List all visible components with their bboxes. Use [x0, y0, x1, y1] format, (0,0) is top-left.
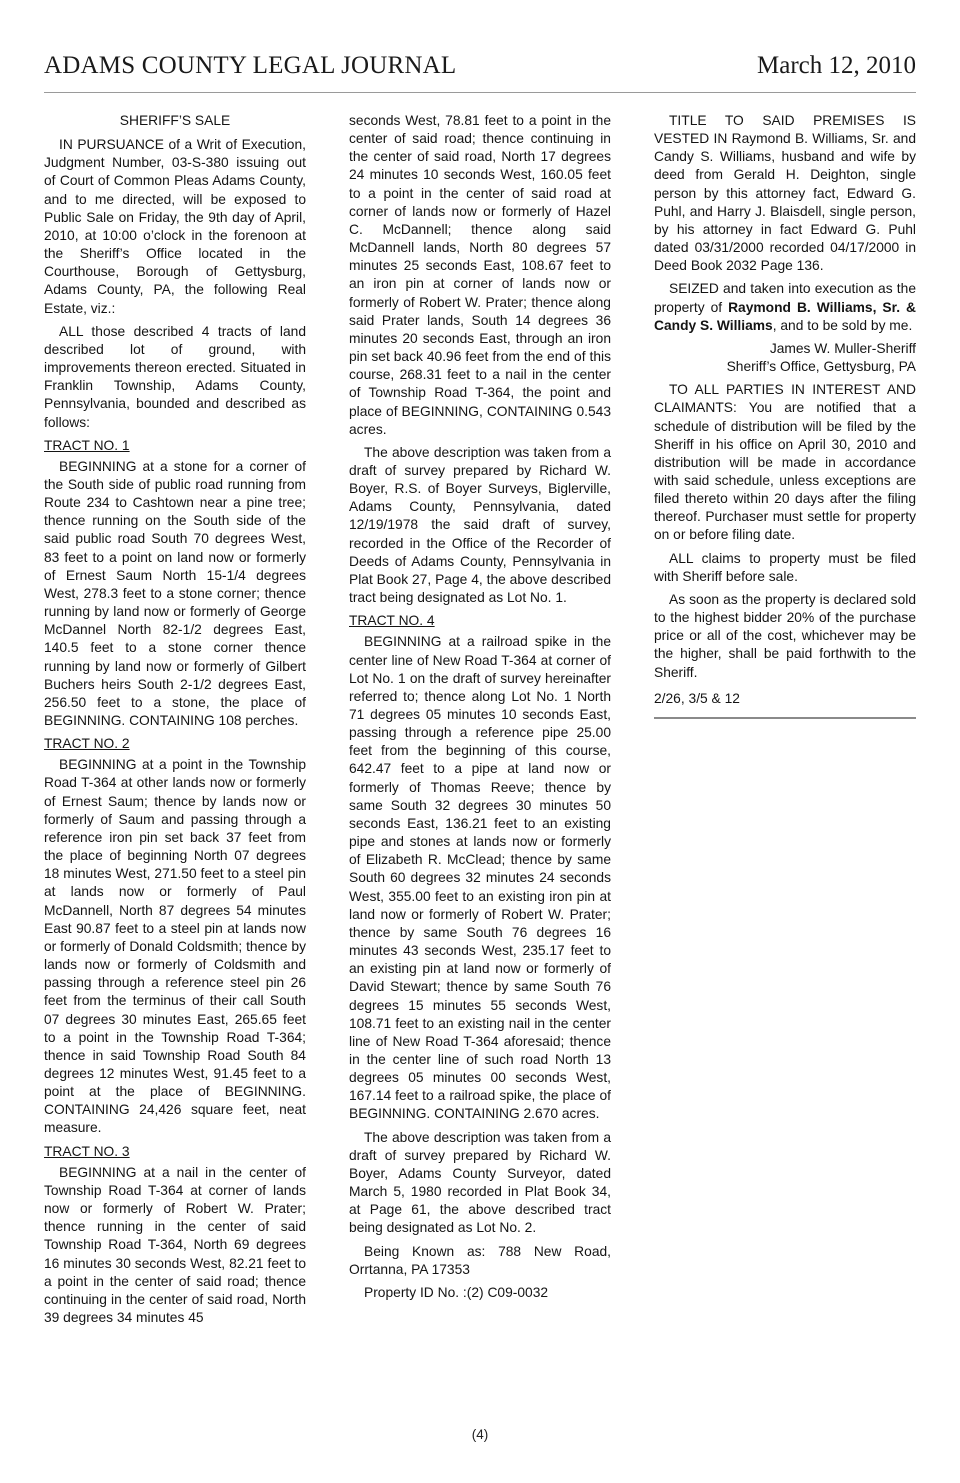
run-dates: 2/26, 3/5 & 12 [654, 690, 740, 706]
property-address: Being Known as: 788 New Road, Orrtanna, PA 17353 [349, 1243, 611, 1277]
tract-3-continued: seconds West, 78.81 feet to a point in the center of said road; thence continuing in the center of said road, North 17 degrees 24 minutes 10 seconds West, 160.05 feet to a point in the center of said road at corner of lands now or formerly of Hazel C. McDannell; thence along said McDannell lands, North 80 degrees 57 minutes 25 seconds East, 108.67 feet to an iron pin at corner of lands now or formerly of Robert W. Prater; thence along said Prater lands, South 14 degrees 36 minutes 20 seconds East, through an iron pin set back 40.96 feet from the end of this course, 268.31 feet to a nail in the center of Township Road T-364, the point and place of BEGINNING, CONTAINING 0.543 acres. [349, 113, 611, 437]
tract-4-description: BEGINNING at a railroad spike in the center line of New Road T-364 at corner of Lot No. 1 on the draft of survey hereinafter referred to; thence along Lot No. 1 North 71 degrees 05 minutes 10 seconds East, passing through a reference pipe 25.00 feet from the beginning of this course, 642.47 feet to a pipe at land now or formerly of Thomas Reeve; thence by same South 32 degrees 30 minutes 50 seconds East, 136.21 feet to an existing pipe and stones at lands now or formerly of Elizabeth R. McClead; thence by same South 60 degrees 32 minutes 24 seconds West, 355.00 feet to an existing iron pin at land now or formerly of Robert W. Prater; thence by same South 76 degrees 16 minutes 43 seconds West, 235.17 feet to an existing pin at land now or formerly of David Stewart; thence by same South 76 degrees 15 minutes 55 seconds West, 108.71 feet to an existing nail in the center line of New Road T-364 aforesaid; thence in the center line of such road North 13 degrees 05 minutes 00 seconds West, 167.14 feet to a railroad spike, the place of BEGINNING. CONTAINING 2.670 acres. [349, 634, 611, 1122]
publication-title: ADAMS COUNTY LEGAL JOURNAL [44, 52, 457, 79]
issue-date: March 12, 2010 [757, 52, 916, 79]
seized-statement [654, 280, 916, 334]
tract-4-heading: TRACT NO. 4 [349, 613, 435, 629]
title-vested: TITLE TO SAID PREMISES IS VESTED IN Raymond B. Williams, Sr. and Candy S. Williams, husband and wife by deed from Gerald H. Deighton, single person by this attorney fact, Edward G. Puhl, and Harry J. Blaisdell, single person, by his attorney in fact Edward G. Puhl dated 03/31/2000 recorded 04/17/2000 in Deed Book 2032 Page 136. [654, 113, 916, 274]
column-2 [349, 112, 611, 1307]
end-rule [654, 717, 916, 719]
payment-terms: As soon as the property is declared sold to the highest bidder 20% of the purchase price or all of the cost, whichever may be the higher, shall be paid forthwith to the Sheriff. [654, 591, 916, 680]
column-3 [654, 112, 916, 719]
header-divider [44, 92, 916, 93]
property-id: Property ID No. :(2) C09-0032 [364, 1284, 549, 1300]
tract-1-heading: TRACT NO. 1 [44, 437, 130, 453]
tract-2-heading: TRACT NO. 2 [44, 736, 130, 752]
seized-pre: SEIZED and taken into execution as the property of [654, 281, 916, 315]
tract-1-description: BEGINNING at a stone for a corner of the South side of public road running from Route 234 to Cashtown near a pine tree; thence running on the South side of the said public road South 70 degrees West, 83 feet to a point on land now or formerly of Ernest Saum North 15-1/4 degrees West, 278.3 feet to a stone corner; thence running by land now or formerly of George McDannel North 82-1/2 degrees East, 140.5 feet to a stone corner thence running by land now or formerly of Gilbert Buchers heirs South 2-1/2 degrees East, 256.50 feet to a stone, the place of BEGINNING. CONTAINING 108 perches. [44, 458, 306, 728]
tract-3-description: BEGINNING at a nail in the center of Township Road T-364 at corner of lands now or formerly of Robert W. Prater; thence running in the center of said Township Road T-364, North 69 degrees 16 minutes 30 seconds West, 82.21 feet to a point in the center of said road; thence continuing in the center of said road, North 39 degrees 34 minutes 45 [44, 1164, 306, 1325]
notice-to-claimants: TO ALL PARTIES IN INTEREST AND CLAIMANTS: You are notified that a schedule of distribution will be filed by the Sheriff in his office on April 30, 2010 and distribution will be made in accordance with said schedule, unless exceptions are filed thereto within 20 days after the filing thereof. Purchaser must settle for property on or before filing date. [654, 382, 916, 543]
claims-notice: ALL claims to property must be filed with Sheriff before sale. [654, 550, 916, 584]
column-1 [44, 112, 306, 1332]
page-number: (4) [471, 1427, 489, 1442]
sheriff-name: James W. Muller-Sheriff [769, 340, 916, 356]
seized-post: , and to be sold by me. [772, 317, 913, 333]
masthead [44, 52, 916, 88]
tract-3-heading: TRACT NO. 3 [44, 1143, 130, 1159]
tracts-summary: ALL those described 4 tracts of land described lot of ground, with improvements thereon erected. Situated in Franklin Township, Adams County, Pennsylvania, bounded and described as follows: [44, 323, 306, 430]
sheriff-office: Sheriff’s Office, Gettysburg, PA [726, 359, 916, 375]
survey-description-lot-1: The above description was taken from a draft of survey prepared by Richard W. Boyer, R.S. of Boyer Surveys, Biglerville, Adams County, Pennsylvania, dated 12/19/1978 the said draft of survey, recorded in the Office of the Recorder of Deeds of Adams County, Pennsylvania in Plat Book 27, Page 4, the above described tract being designated as Lot No. 1. [349, 444, 611, 606]
notice-title: SHERIFF’S SALE [119, 113, 231, 128]
owner-names: Raymond B. Williams, Sr. & Candy S. Williams [654, 299, 916, 333]
notice-intro: IN PURSUANCE of a Writ of Execution, Judgment Number, 03-S-380 issuing out of Court of Common Pleas Adams County, and to me directed, will be exposed to Public Sale on Friday, the 9th day of April, 2010, at 10:00 o’clock in the forenoon at the Sheriff’s Office located in the Courthouse, Borough of Gettysburg, Adams County, PA, the following Real Estate, viz.: [44, 137, 306, 316]
tract-2-description: BEGINNING at a point in the Township Road T-364 at other lands now or formerly of Ernest Saum; thence by lands now or formerly of Saum and passing through a reference iron pin set back 37 feet from the place of beginning North 07 degrees 18 minutes West, 271.50 feet to a steel pin at lands now or formerly of Paul McDannell, North 87 degrees 54 minutes East 90.87 feet to a steel pin at lands now or formerly of Donald Coldsmith; thence by lands now or formerly of Coldsmith and passing through a reference steel pin 26 feet from the terminus of their call South 07 degrees 30 minutes East, 265.65 feet to a point in the Township Road T-364; thence in said Township Road South 84 degrees 12 minutes West, 91.45 feet to a point at the place of BEGINNING. CONTAINING 24,426 square feet, neat measure. [44, 757, 306, 1136]
survey-description-lot-2: The above description was taken from a draft of survey prepared by Richard W. Boyer, Adams County Surveyor, dated March 5, 1980 recorded in Plat Book 34, at Page 61, the above described tract being designated as Lot No. 2. [349, 1129, 611, 1236]
